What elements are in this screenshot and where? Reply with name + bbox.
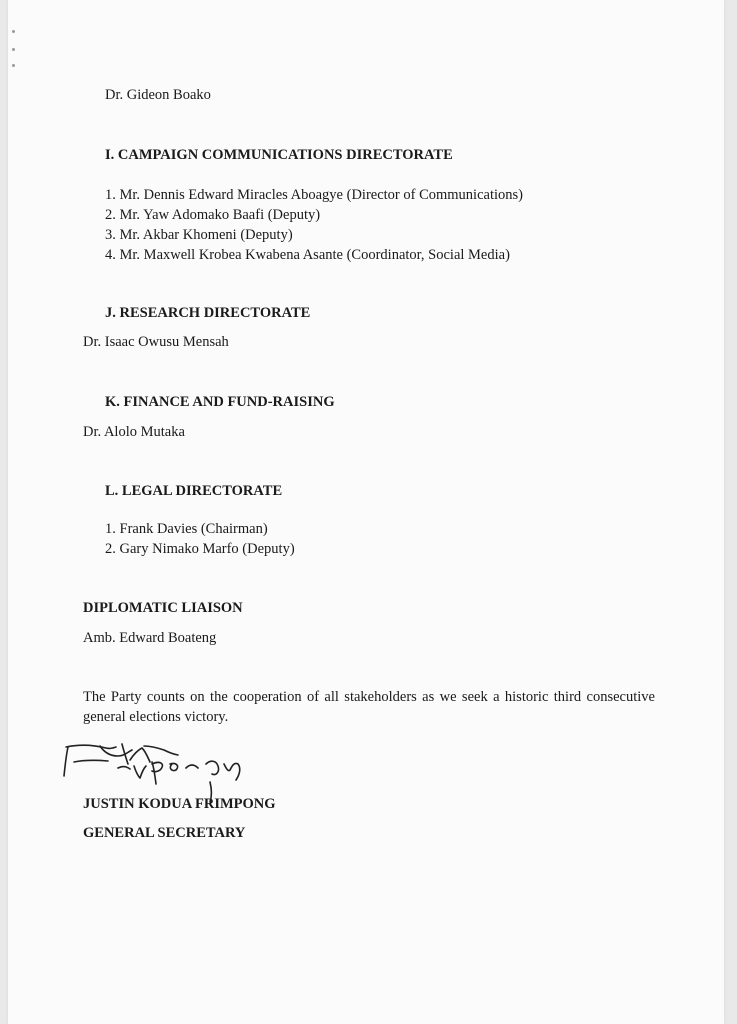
section-l-item-2: 2. Gary Nimako Marfo (Deputy) <box>105 541 295 557</box>
section-j-name: Dr. Isaac Owusu Mensah <box>83 334 229 350</box>
section-j-heading: J. RESEARCH DIRECTORATE <box>105 305 311 321</box>
section-k-name: Dr. Alolo Mutaka <box>83 424 185 440</box>
diplomatic-heading: DIPLOMATIC LIAISON <box>83 600 243 616</box>
section-i-item-4: 4. Mr. Maxwell Krobea Kwabena Asante (Coordinator, Social Media) <box>105 247 510 263</box>
preamble-name: Dr. Gideon Boako <box>105 87 211 103</box>
section-i-item-3: 3. Mr. Akbar Khomeni (Deputy) <box>105 227 293 243</box>
section-k-heading: K. FINANCE AND FUND-RAISING <box>105 394 335 410</box>
section-i-item-2: 2. Mr. Yaw Adomako Baafi (Deputy) <box>105 207 321 223</box>
scan-speck <box>12 30 15 33</box>
scan-speck <box>12 48 15 51</box>
signatory-name: JUSTIN KODUA FRIMPONG <box>83 796 276 812</box>
closing-paragraph: The Party counts on the cooperation of all stakeholders as we seek a historic third consecutive general elections victory. <box>83 689 655 725</box>
section-i-heading: I. CAMPAIGN COMMUNICATIONS DIRECTORATE <box>105 147 453 163</box>
signatory-title: GENERAL SECRETARY <box>83 825 246 841</box>
section-l-heading: L. LEGAL DIRECTORATE <box>105 483 283 499</box>
section-i-item-1: 1. Mr. Dennis Edward Miracles Aboagye (Director of Communications) <box>105 187 523 203</box>
scan-speck <box>12 64 15 67</box>
diplomatic-name: Amb. Edward Boateng <box>83 630 217 646</box>
section-l-item-1: 1. Frank Davies (Chairman) <box>105 521 268 537</box>
